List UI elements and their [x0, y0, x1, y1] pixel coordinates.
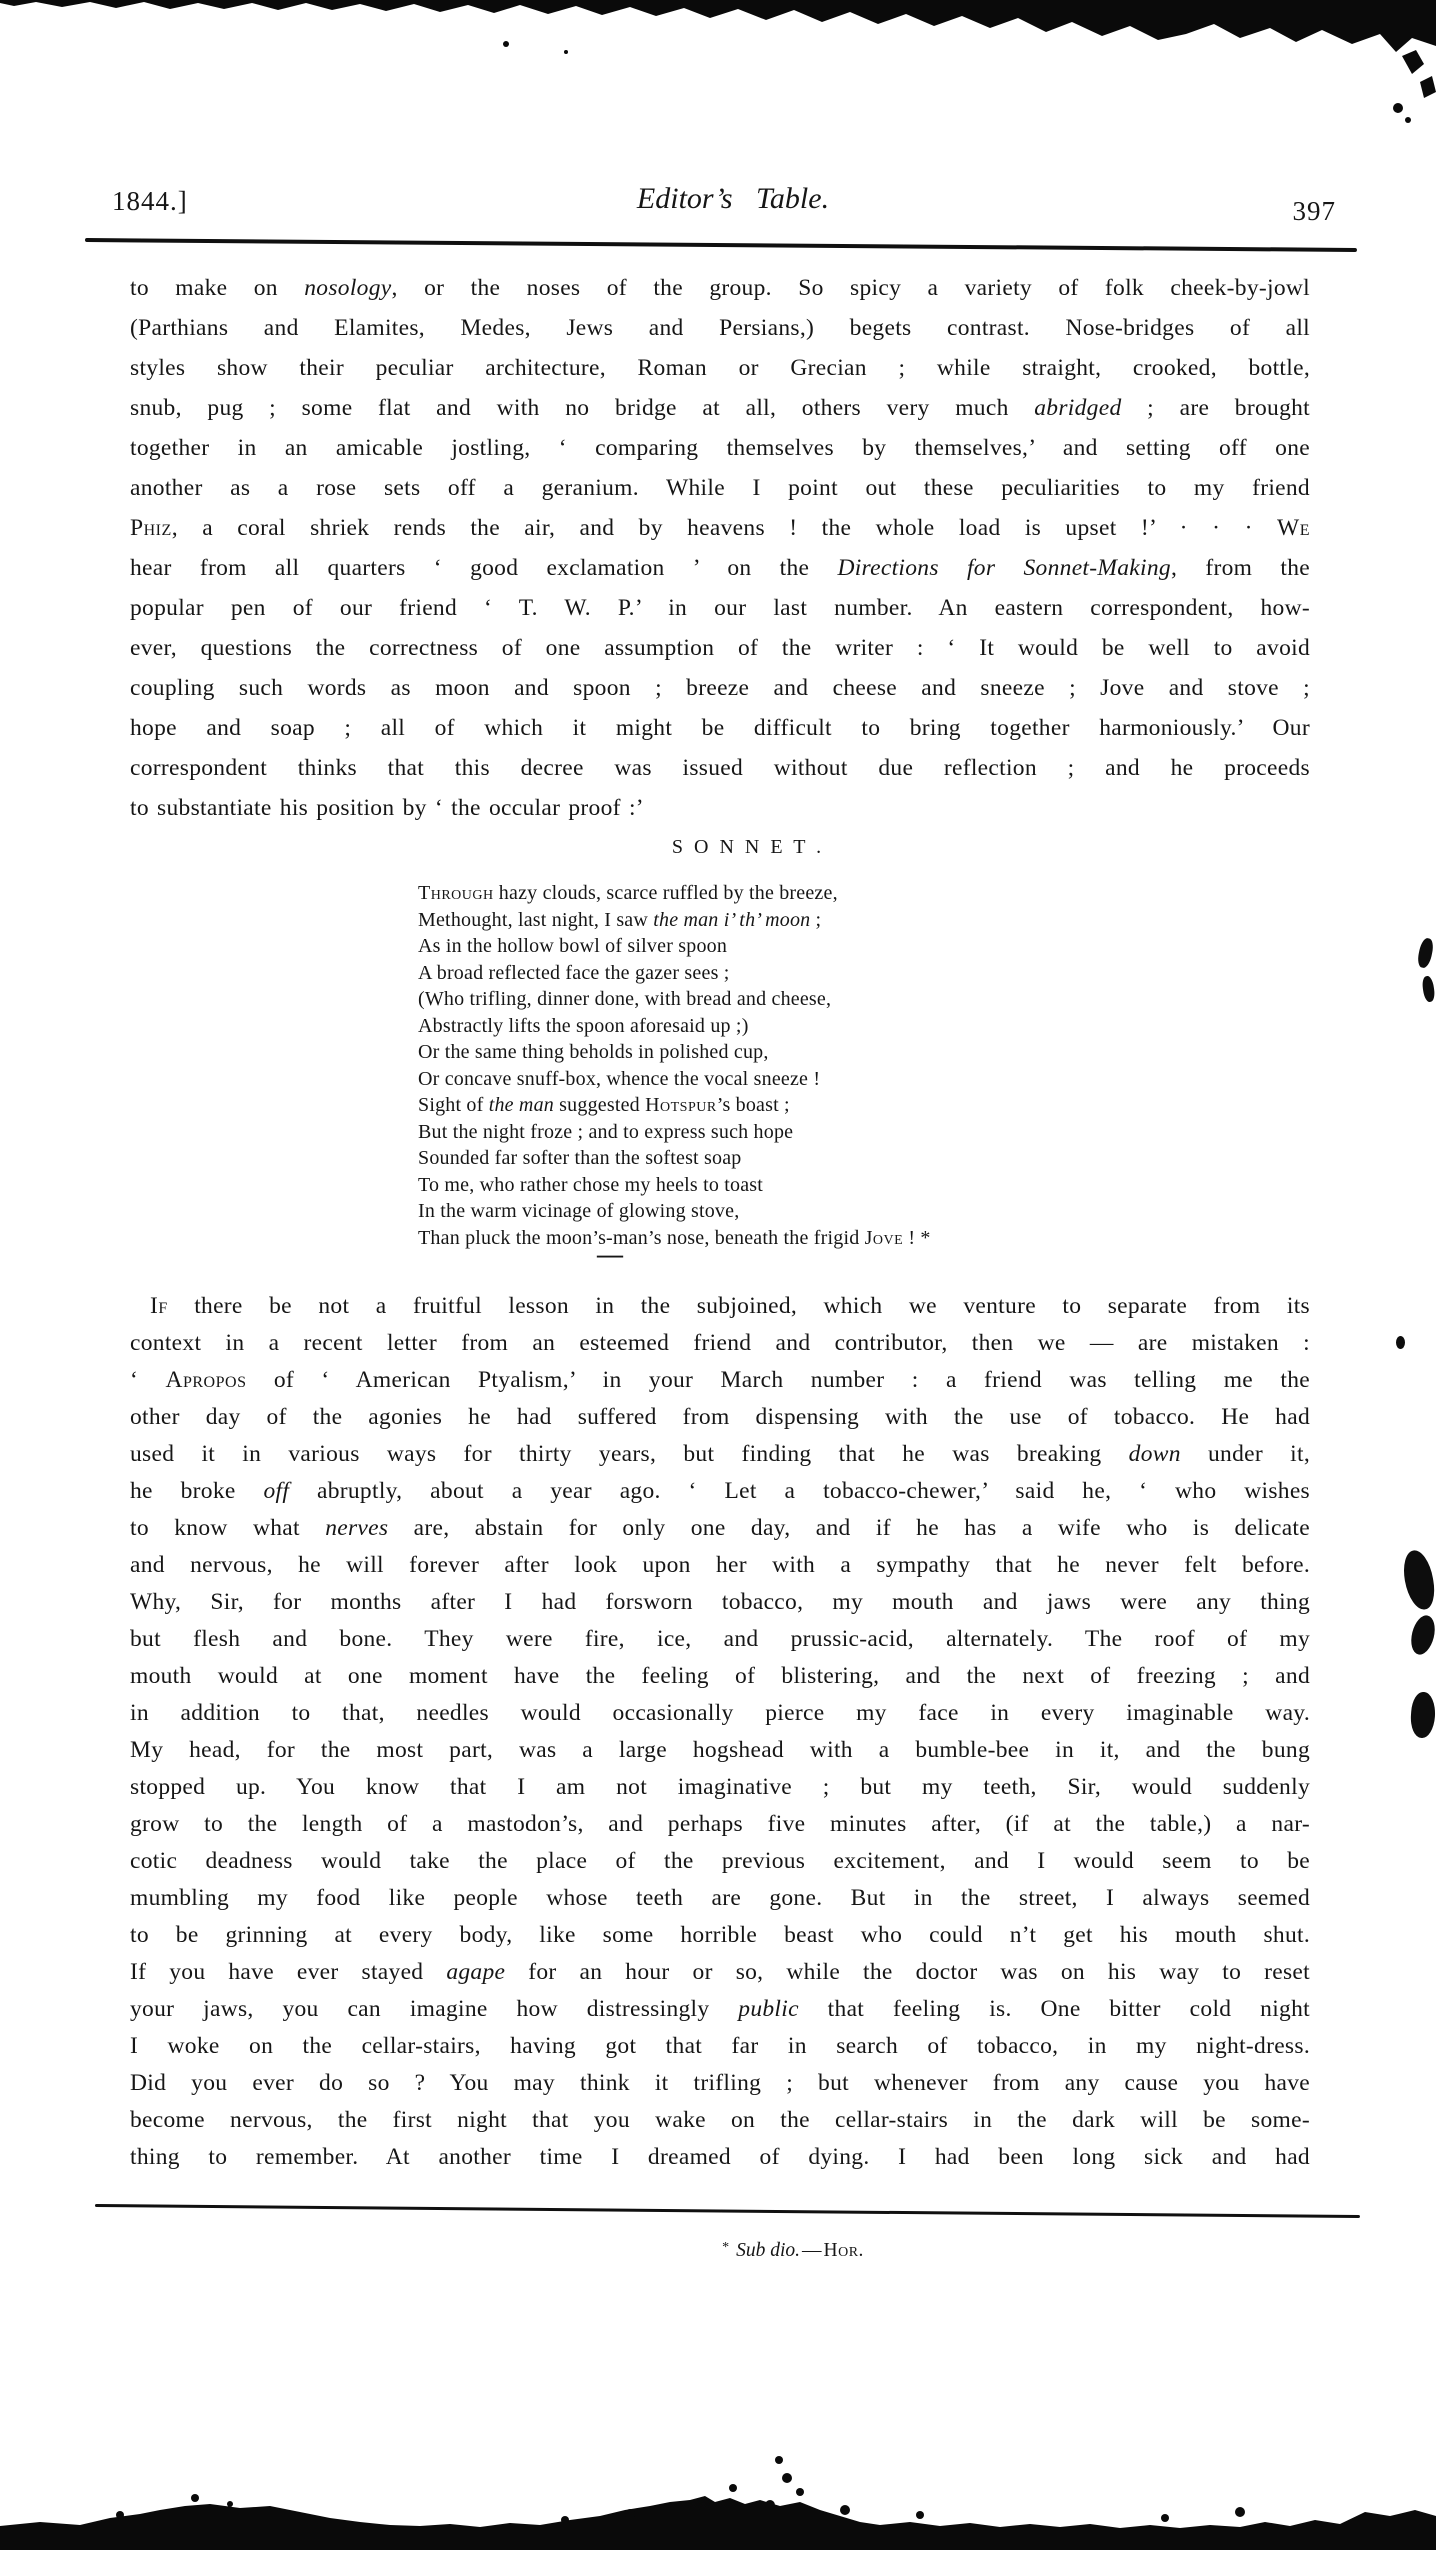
text-line: Did you ever do so ? You may think it trifling ; but whenever from any cause you have	[130, 2070, 1310, 2096]
paragraph-2	[130, 1288, 1310, 2176]
text-line: hope and soap ; all of which it might be difficult to bring together harmoniously.’ Our	[130, 715, 1310, 741]
text-line: thing to remember. At another time I dreamed of dying. I had been long sick and had	[130, 2144, 1310, 2170]
text-line: If there be not a fruitful lesson in the subjoined, which we venture to separate from its	[150, 1293, 1310, 1319]
text-line: Sounded far softer than the softest soap	[418, 1147, 742, 1169]
footnote-rule	[95, 2204, 1360, 2218]
text-line: As in the hollow bowl of silver spoon	[418, 935, 728, 957]
text-line: snub, pug ; some flat and with no bridge at all, others very much abridged ; are brought	[130, 395, 1311, 421]
text-line: other day of the agonies he had suffered from dispensing with the use of tobacco. He had	[130, 1404, 1310, 1430]
text-line: in addition to that, needles would occasionally pierce my face in every imaginable way.	[130, 1700, 1310, 1726]
text-line: mouth would at one moment have the feeling of blistering, and the next of freezing ; and	[130, 1663, 1310, 1689]
footnote	[0, 2240, 1436, 2262]
text-line: used it in various ways for thirty years, but finding that he was breaking down under it,	[130, 1441, 1310, 1467]
text-line: ever, questions the correctness of one assumption of the writer : ‘ It would be well to avoid	[130, 635, 1310, 661]
text-line: your jaws, you can imagine how distressingly public that feeling is. One bitter cold night	[130, 1996, 1310, 2022]
text-line: (Who trifling, dinner done, with bread and cheese,	[418, 988, 832, 1010]
ink-smudge	[1407, 1613, 1436, 1657]
text-line: Or the same thing beholds in polished cup,	[418, 1041, 769, 1063]
text-line: to be grinning at every body, like some horrible beast who could n’t get his mouth shut.	[130, 1922, 1310, 1948]
text-line: Methought, last night, I saw the man i’ th’ moon ;	[418, 908, 822, 931]
text-line: hear from all quarters ‘ good exclamation ’ on the Directions for Sonnet-Making, from the	[130, 555, 1311, 581]
paragraph-1	[130, 268, 1310, 828]
text-line: correspondent thinks that this decree was issued without due reflection ; and he proceeds	[130, 755, 1310, 781]
text-line: A broad reflected face the gazer sees ;	[418, 961, 730, 984]
scan-edge-artifact-top	[0, 0, 1436, 130]
header-year: 1844.]	[112, 186, 188, 216]
scan-edge-artifact-bottom	[0, 2430, 1436, 2550]
section-divider-dash: —	[597, 1240, 623, 1269]
text-line: but flesh and bone. They were fire, ice, and prussic-acid, alternately. The roof of my	[130, 1626, 1310, 1652]
text-line: become nervous, the first night that you wake on the cellar-stairs in the dark will be some-	[130, 2107, 1310, 2133]
text-line: Abstractly lifts the spoon aforesaid up ;)	[418, 1014, 749, 1037]
footnote-dash: —	[802, 2240, 822, 2261]
page-title: Editor’s Table.	[636, 182, 830, 215]
text-line: Or concave snuff-box, whence the vocal sneeze !	[418, 1067, 821, 1090]
ink-smudge	[1421, 975, 1436, 1002]
text-line: mumbling my food like people whose teeth are gone. But in the street, I always seemed	[130, 1885, 1310, 1911]
text-line: I woke on the cellar-stairs, having got that far in search of tobacco, in my night-dress.	[130, 2033, 1310, 2059]
text-line: styles show their peculiar architecture, Roman or Grecian ; while straight, crooked, bottle,	[130, 355, 1310, 381]
text-line: coupling such words as moon and spoon ; breeze and cheese and sneeze ; Jove and stove ;	[130, 675, 1310, 701]
text-line: stopped up. You know that I am not imaginative ; but my teeth, Sir, would suddenly	[130, 1774, 1310, 1800]
text-line: he broke off abruptly, about a year ago. ‘ Let a tobacco-chewer,’ said he, ‘ who wishes	[130, 1478, 1310, 1504]
text-line: Through hazy clouds, scarce ruffled by the breeze,	[418, 882, 838, 904]
text-line: Phiz, a coral shriek rends the air, and by heavens ! the whole load is upset !’ · · · We	[130, 515, 1310, 541]
ink-smudge	[1400, 1548, 1436, 1612]
text-line: cotic deadness would take the place of the previous excitement, and I would seem to be	[130, 1848, 1310, 1874]
text-line: To me, who rather chose my heels to toast	[418, 1173, 764, 1196]
text-line: My head, for the most part, was a large hogshead with a bumble-bee in it, and the bung	[130, 1737, 1310, 1763]
text-line: to know what nerves are, abstain for only one day, and if he has a wife who is delicate	[130, 1515, 1310, 1541]
text-line: (Parthians and Elamites, Medes, Jews and Persians,) begets contrast. Nose-bridges of all	[130, 315, 1310, 341]
ink-smudge	[1409, 1691, 1436, 1739]
text-line: together in an amicable jostling, ‘ comparing themselves by themselves,’ and setting off one	[130, 435, 1310, 461]
header-rule	[85, 238, 1357, 252]
text-line: In the warm vicinage of glowing stove,	[418, 1200, 740, 1222]
text-line: to substantiate his position by ‘ the occular proof :’	[130, 795, 644, 821]
ink-smudge	[1396, 1336, 1405, 1349]
sonnet-poem	[418, 880, 1058, 1251]
text-line: If you have ever stayed agape for an hour or so, while the doctor was on his way to reset	[130, 1959, 1310, 1985]
sonnet-heading: S O N N E T .	[671, 836, 825, 858]
footnote-author: Hor.	[823, 2240, 864, 2261]
text-line: popular pen of our friend ‘ T. W. P.’ in our last number. An eastern correspondent, how-	[130, 595, 1310, 621]
ink-smudge	[1416, 937, 1435, 969]
text-line: Why, Sir, for months after I had forsworn tobacco, my mouth and jaws were any thing	[130, 1589, 1310, 1615]
text-line: context in a recent letter from an esteemed friend and contributor, then we — are mistaken :	[130, 1330, 1310, 1356]
footnote-text: Sub dio.	[736, 2240, 800, 2261]
footnote-asterisk: *	[722, 2240, 730, 2255]
text-line: Than pluck the moon’s-man’s nose, beneath the frigid Jove ! *	[418, 1226, 931, 1249]
header-page-number: 397	[1292, 196, 1336, 226]
text-line: grow to the length of a mastodon’s, and perhaps five minutes after, (if at the table,) a nar-	[130, 1811, 1310, 1837]
text-line: another as a rose sets off a geranium. While I point out these peculiarities to my friend	[130, 475, 1310, 501]
text-line: ‘ Apropos of ‘ American Ptyalism,’ in your March number : a friend was telling me the	[130, 1367, 1310, 1393]
text-line: Sight of the man suggested Hotspur’s boast ;	[418, 1094, 790, 1116]
text-line: But the night froze ; and to express such hope	[418, 1120, 794, 1143]
text-line: and nervous, he will forever after look upon her with a sympathy that he never felt before.	[130, 1552, 1310, 1578]
text-line: to make on nosology, or the noses of the group. So spicy a variety of folk cheek-by-jowl	[130, 275, 1310, 301]
